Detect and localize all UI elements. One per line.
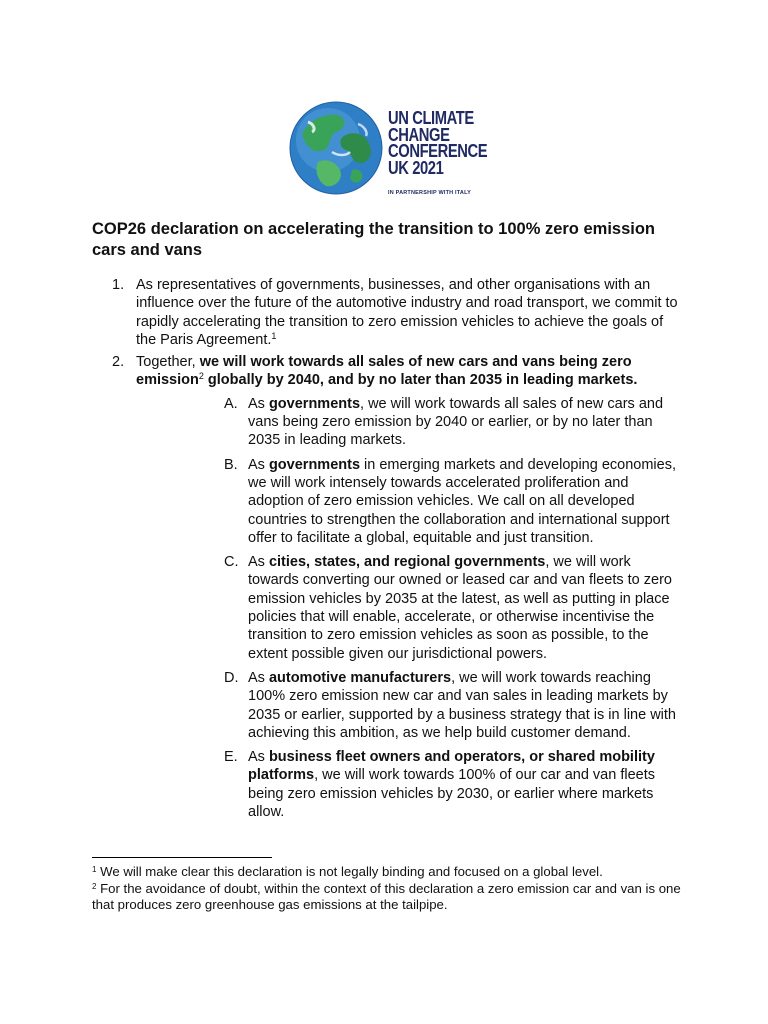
item-text: As representatives of governments, businesses, and other organisations with an influence over the future of the automotive industry and road transport, we commit to rapidly accelerating the transition to zero emission vehicles to achieve the goals of the Paris Agreement. [136,277,678,348]
sub-item-bold: automotive manufacturers [268,669,452,686]
sub-item-bold: business fleet owners and operators, or shared mobility platforms [248,749,655,784]
sub-item-text: in emerging markets and developing economies, we will work intensely towards accelerated proliferation and adoption of zero emission vehicles. We call on all developed countries to strengthen the collaboration and international support offer to facilitate a global, equitable and just transition. [248,456,676,546]
footnote-mark: 1 [92,865,97,874]
sub-list-item [136,395,682,450]
footnote-ref: 1 [271,330,277,341]
sub-item-letter: D. [224,669,239,686]
list-item [92,353,682,821]
item-number: 2. [112,354,125,371]
sub-item-text: As [248,749,269,766]
item-bold-text: we will work towards all sales of new cars and vans being zero emission [136,354,632,389]
globe-icon [288,100,384,196]
item-bold-text: globally by 2040, and by no later than 2035 in leading markets. [203,372,638,389]
sub-item-bold: cities, states, and regional governments [268,554,546,571]
sub-item-bold: governments [268,456,361,473]
sub-item-text: As [248,554,269,571]
logo-line: UK 2021 [388,157,444,178]
footnote [92,881,692,914]
sub-item-text: , we will work towards 100% of our car and van fleets being zero emission vehicles by 2030, or earlier where markets allow. [248,767,655,821]
sub-list-item [136,456,682,547]
sub-item-letter: E. [224,749,238,766]
sub-item-text: , we will work towards reaching 100% zero emission new car and van sales in leading markets by 2035 or earlier, supported by a business strategy that is in line with achieving this ambition, as we help build customer demand. [248,669,676,741]
footnote-divider [92,857,272,858]
footnote-text: We will make clear this declaration is not legally binding and focused on a global level. [96,864,603,879]
sub-item-bold: governments [268,395,361,412]
item-text: Together, [136,354,200,371]
sub-item-text: , we will work towards all sales of new cars and vans being zero emission by 2040 or earlier, or by no later than 2035 in leading markets. [248,395,664,449]
footnote [92,864,692,881]
sub-item-letter: C. [224,554,239,571]
footnote-mark: 2 [92,881,97,891]
declaration-title: COP26 declaration on accelerating the transition to 100% zero emission cars and vans [92,220,655,259]
item-number: 1. [112,277,125,293]
logo-line: CHANGE [388,124,450,145]
logo-partner-text: IN PARTNERSHIP WITH ITALY [388,190,472,196]
sub-item-letter: B. [224,456,238,473]
sub-list-item [136,669,682,742]
sub-list-item [136,748,682,821]
footnote-text: For the avoidance of doubt, within the context of this declaration a zero emission car and van is one that produces zero greenhouse gas emissions at the tailpipe. [92,880,681,912]
sub-item-text: As [248,456,269,473]
footnotes [92,864,692,914]
sub-item-text: , we will work towards converting our owned or leased car and van fleets to zero emission vehicles by 2035 at the latest, as well as putting in place policies that will enable, accelerate, or otherwise incentivise the transition to zero emission vehicles as soon as possible, to the extent possible given our jurisdictional powers. [248,554,672,662]
footnote-ref: 2 [198,371,204,382]
sub-item-letter: A. [224,395,238,412]
sub-list [136,395,682,822]
list-item [92,276,682,349]
cop26-logo [288,100,488,200]
logo-line: UN CLIMATE [388,108,474,128]
declaration-list [92,276,682,821]
sub-item-text: As [248,669,269,686]
sub-item-text: As [248,395,269,412]
logo-wordmark [388,110,488,196]
sub-list-item [136,553,682,663]
logo-line: CONFERENCE [388,141,488,161]
